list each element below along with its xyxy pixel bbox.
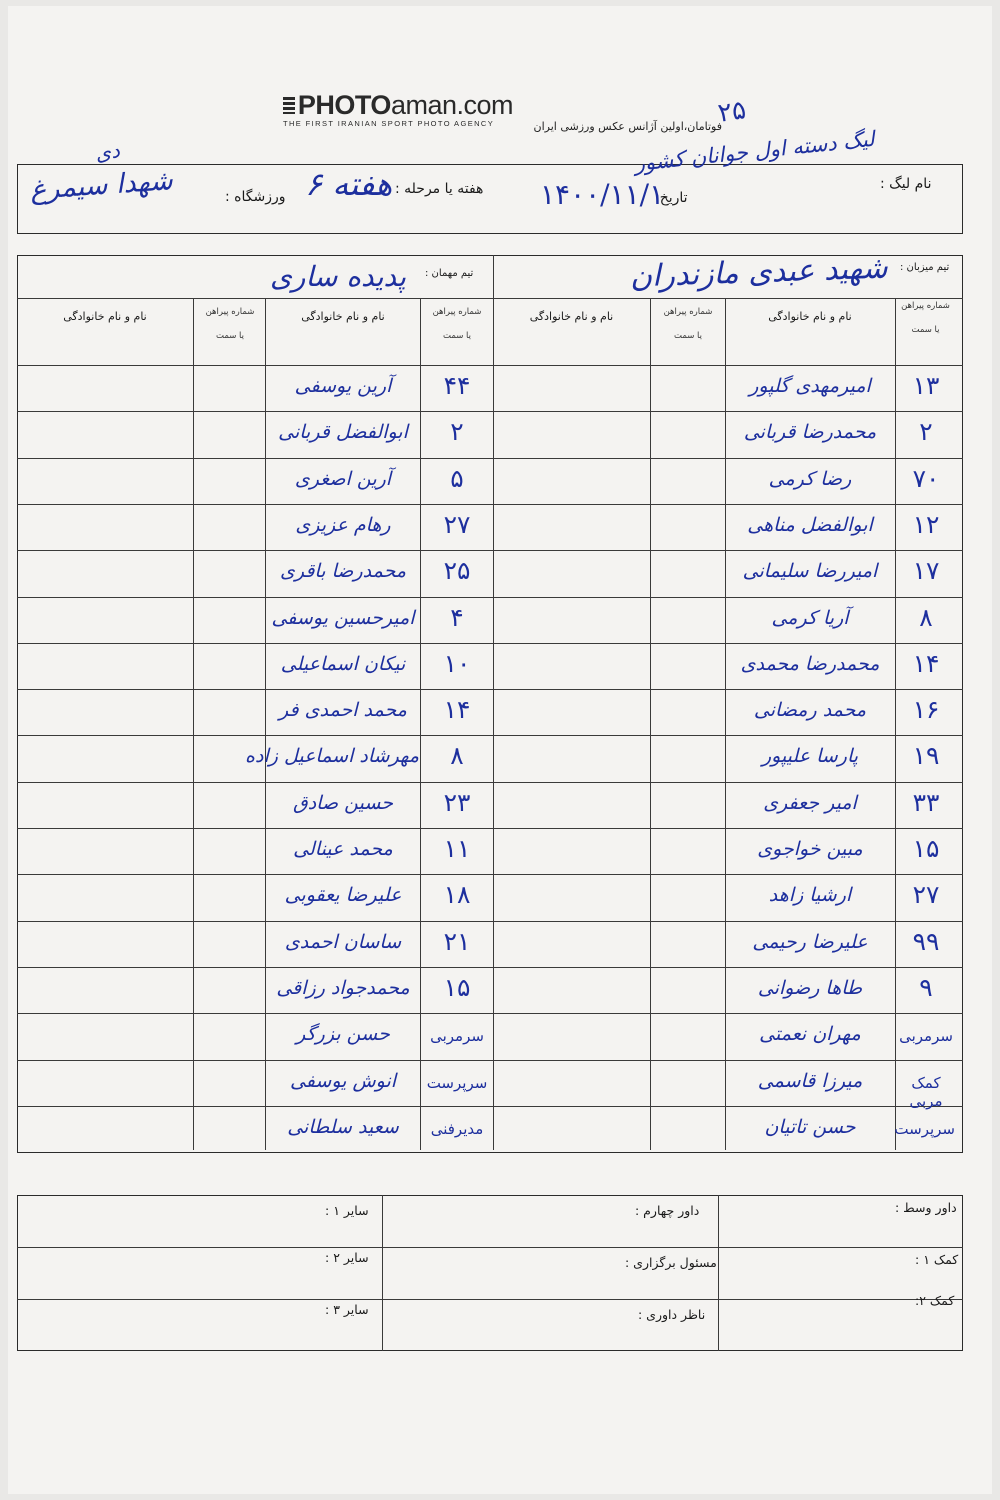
host-shirt-number: ۱۷	[912, 556, 940, 586]
guest-player-name: حسین صادق	[292, 791, 394, 814]
other3-label: سایر ۳ :	[325, 1302, 369, 1317]
row-divider	[17, 782, 963, 783]
guest-player-name: ساسان احمدی	[284, 930, 402, 953]
guest-shirt-number: ۵	[450, 463, 464, 493]
row-divider	[17, 921, 963, 922]
guest-player-name: امیرحسین یوسفی	[271, 606, 415, 629]
guest-player-name: ابوالفضل قربانی	[278, 421, 408, 444]
row-divider	[17, 643, 963, 644]
stadium-label: ورزشگاه :	[225, 189, 286, 205]
host-player-name: امیررضا سلیمانی	[742, 560, 878, 583]
logo-bold: PHOTO	[297, 90, 391, 120]
host-shirt2-header: شماره پیراهن یا سمت	[663, 307, 713, 341]
guest-shirt-number: ۱۰	[443, 648, 471, 678]
host-value: شهید عبدی مازندران	[629, 250, 889, 295]
fourth-referee-label: داور چهارم :	[635, 1203, 700, 1218]
guest-shirt-number: سرمربی	[430, 1027, 484, 1046]
guest-player-name: انوش یوسفی	[289, 1069, 397, 1092]
agency-caption: فوتامان،اولین آژانس عکس ورزشی ایران	[533, 120, 722, 133]
host-shirt-number: سرمربی	[899, 1027, 953, 1046]
guest-player-name: رهام عزیزی	[295, 513, 391, 536]
host-shirt-number: ۱۲	[912, 509, 940, 539]
guest-name-header: نام و نام خانوادگی	[301, 310, 385, 323]
stadium-extra: دی	[93, 138, 122, 166]
row-divider	[17, 1013, 963, 1014]
row-divider	[17, 458, 963, 459]
host-shirt-number: ۹۹	[912, 926, 940, 956]
host-shirt-number: ۱۶	[912, 695, 940, 725]
guest-player-name: حسن بزرگر	[296, 1023, 390, 1046]
guest-player-name: محمدجواد رزاقی	[276, 976, 410, 999]
host-player-name: محمد رمضانی	[753, 699, 867, 722]
date-value: ۱۴۰۰/۱۱/۱	[540, 178, 665, 211]
guest-player-name: محمد عینالی	[293, 838, 393, 860]
host-player-name: امیرمهدی گلپور	[749, 375, 871, 397]
host-player-name: میرزا قاسمی	[757, 1069, 863, 1092]
host-player-name: مبین خواجوی	[757, 838, 863, 860]
guest-shirt-number: ۱۴	[443, 695, 471, 725]
host-name-header: نام و نام خانوادگی	[768, 310, 852, 323]
week-value: هفته ۶	[305, 165, 393, 203]
host-player-name: پارسا علیپور	[761, 745, 859, 768]
guest-shirt-number: ۲۳	[443, 787, 471, 817]
host-shirt-number: ۹	[919, 972, 933, 1002]
assistant1-label: کمک ۱ :	[915, 1252, 959, 1267]
host-player-name: محمدرضا محمدی	[740, 652, 880, 675]
guest-shirt-number: مدیرفنی	[430, 1119, 484, 1138]
guest-shirt-number: ۱۱	[443, 834, 471, 863]
host-player-name: رضا کرمی	[768, 467, 852, 490]
guest-player-name: محمد احمدی فر	[279, 699, 407, 722]
host-player-name: ارشیا زاهد	[768, 884, 852, 907]
week-label: هفته یا مرحله :	[395, 181, 484, 197]
league-label: نام لیگ :	[880, 176, 932, 192]
guest-shirt-number: ۴۴	[443, 371, 471, 400]
host-shirt-number: ۱۹	[912, 741, 940, 771]
guest-name2-header: نام و نام خانوادگی	[63, 310, 147, 323]
guest-shirt-number: ۱۵	[443, 972, 471, 1002]
host-player-name: آریا کرمی	[771, 606, 849, 629]
other2-label: سایر ۲ :	[325, 1250, 369, 1265]
host-shirt-header: شماره پیراهن یا سمت	[901, 301, 950, 335]
host-shirt-number: ۱۳	[912, 371, 940, 400]
guest-player-name: سعید سلطانی	[287, 1115, 399, 1138]
host-shirt-number: سرپرست	[894, 1119, 955, 1138]
host-shirt-number: ۳۳	[912, 787, 940, 817]
host-shirt-number: ۲	[919, 417, 933, 447]
logo-tagline: THE FIRST IRANIAN SPORT PHOTO AGENCY	[283, 119, 495, 128]
observer-label: ناظر داوری :	[638, 1307, 706, 1322]
host-shirt-number: کمک مربی	[909, 1073, 943, 1110]
host-label: تیم میزبان :	[900, 262, 950, 273]
guest-shirt-number: ۸	[450, 741, 464, 771]
row-divider	[17, 504, 963, 505]
row-divider	[17, 735, 963, 736]
host-player-name: طاها رضوانی	[757, 976, 863, 999]
guest-shirt-header: شماره پیراهن یا سمت	[432, 307, 482, 341]
host-player-name: مهران نعمتی	[759, 1023, 861, 1046]
host-shirt-number: ۷۰	[912, 463, 940, 493]
row-divider	[17, 411, 963, 412]
host-shirt-number: ۸	[919, 602, 933, 632]
stadium-value: شهدا سیمرغ	[29, 165, 174, 206]
guest-player-name: نیکان اسماعیلی	[280, 652, 406, 675]
host-player-name: محمدرضا قربانی	[743, 421, 877, 444]
logo-light: aman.com	[390, 90, 513, 120]
guest-player-name: آرین اصغری	[294, 467, 392, 490]
guest-shirt-number: ۲۷	[443, 509, 471, 539]
guest-value: پدیده ساری	[270, 260, 406, 293]
officials-table	[17, 1195, 963, 1351]
guest-shirt2-header: شماره پیراهن یا سمت	[205, 307, 255, 341]
guest-player-name: علیرضا یعقوبی	[284, 884, 402, 907]
logo-mark-icon	[283, 97, 295, 114]
row-divider	[17, 597, 963, 598]
host-shirt-number: ۱۵	[912, 834, 940, 863]
row-divider	[17, 874, 963, 875]
organizer-label: مسئول برگزاری :	[625, 1255, 717, 1270]
host-player-name: علیرضا رحیمی	[752, 930, 868, 953]
guest-shirt-number: ۱۸	[443, 880, 471, 910]
host-shirt-number: ۱۴	[912, 648, 940, 678]
guest-shirt-number: ۲۱	[443, 926, 471, 956]
other1-label: سایر ۱ :	[325, 1203, 369, 1218]
row-divider	[17, 967, 963, 968]
host-player-name: حسن تاتیان	[764, 1115, 856, 1138]
guest-shirt-number: سرپرست	[426, 1073, 488, 1092]
host-shirt-number: ۲۷	[912, 880, 940, 910]
assistant2-label: کمک ۲:	[915, 1293, 955, 1308]
row-divider	[17, 1106, 963, 1107]
row-divider	[17, 1060, 963, 1061]
guest-label: تیم مهمان :	[425, 268, 474, 279]
guest-shirt-number: ۲۵	[443, 556, 471, 586]
row-divider	[17, 689, 963, 690]
host-player-name: امیر جعفری	[763, 791, 857, 814]
referee-label: داور وسط :	[895, 1200, 957, 1215]
guest-player-name: محمدرضا باقری	[279, 560, 407, 583]
guest-player-name: آرین یوسفی	[294, 375, 392, 397]
guest-shirt-number: ۲	[450, 417, 464, 447]
guest-shirt-number: ۴	[450, 602, 464, 632]
guest-player-name: مهرشاد اسماعیل زاده	[245, 745, 419, 768]
host-name2-header: نام و نام خانوادگی	[529, 310, 614, 323]
league-value: لیگ دسته اول جوانان کشور	[633, 126, 876, 176]
corner-mark: ۲۵	[716, 95, 748, 129]
photoaman-logo	[283, 90, 513, 128]
host-player-name: ابوالفضل مناهی	[747, 513, 873, 536]
date-label: تاریخ:	[655, 190, 688, 206]
row-divider	[17, 828, 963, 829]
row-divider	[17, 550, 963, 551]
